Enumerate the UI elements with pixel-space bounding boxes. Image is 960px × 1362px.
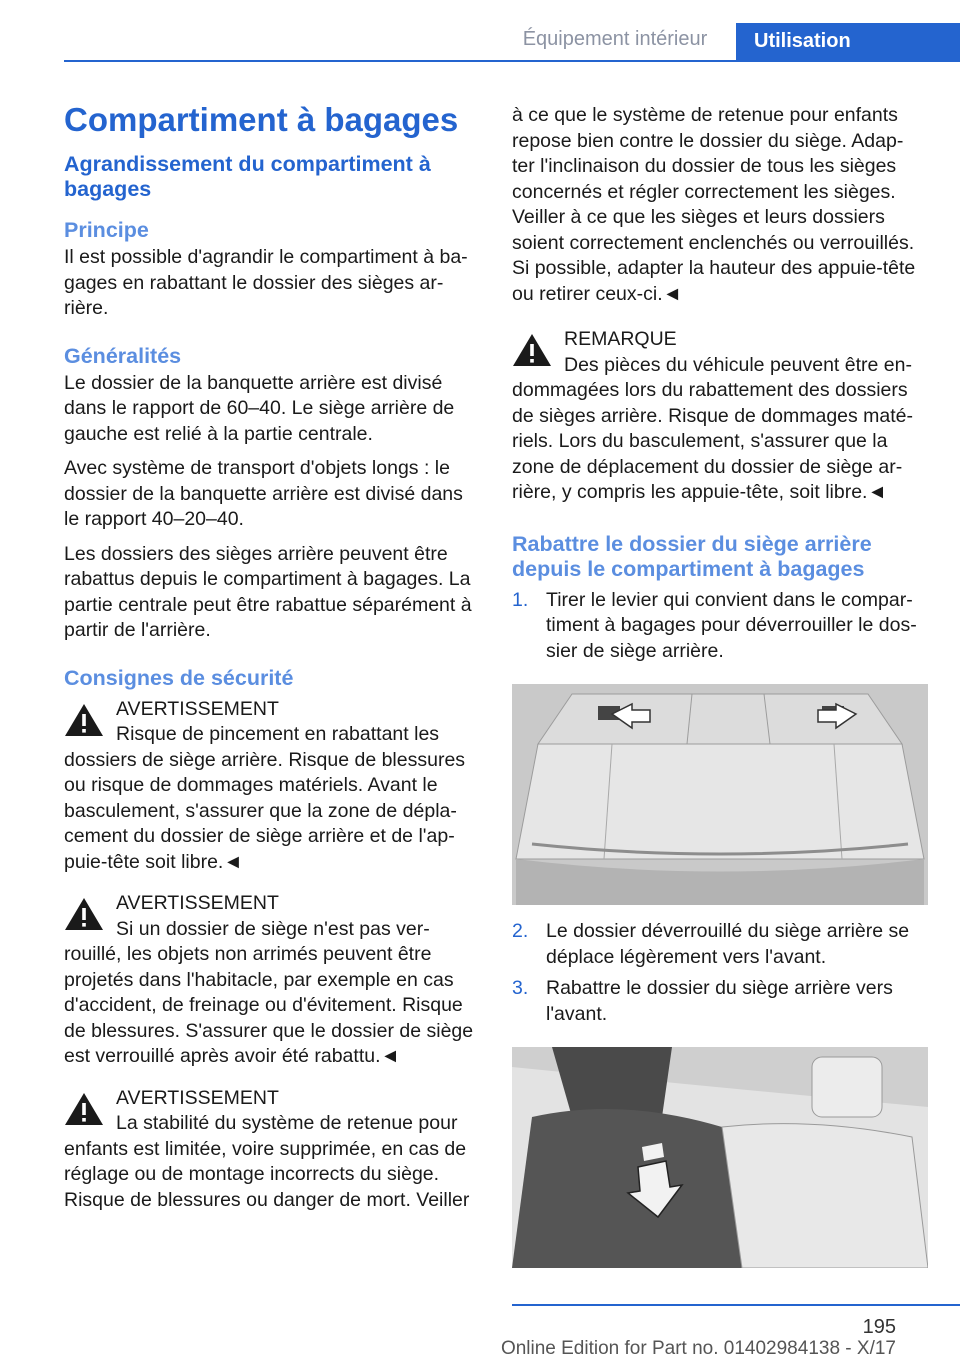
heading-principe: Principe [64, 218, 149, 242]
section-heading-agrandissement: Agrandissement du compartiment à bagages [64, 152, 431, 201]
steps-list-continued [512, 919, 928, 1027]
step-text: Rabattre le dossier du siège arrière vers l'avant. [546, 977, 893, 1025]
step-number: 3. [512, 977, 529, 999]
note-first-line: Des pièces du véhicule peuvent être en‐ [564, 353, 912, 376]
warning-title: AVERTISSEMENT [116, 892, 279, 914]
step-number: 1. [512, 588, 529, 611]
warning-block [64, 1086, 478, 1214]
note-title: REMARQUE [564, 328, 677, 350]
warning-triangle-icon [512, 333, 552, 367]
heading-rabattre-dossier: Rabattre le dossier du siège arrière depuis le compartiment à bagages [512, 531, 872, 581]
warning-first-line: Risque de pincement en rabattant les [116, 723, 440, 745]
steps-list [512, 588, 928, 665]
warning-title: AVERTISSEMENT [116, 697, 279, 720]
list-item [512, 919, 928, 970]
step-text: Tirer le levier qui convient dans le compar‐ timent à bagages pour déverrouiller le dos‐ sier de siège arrière. [546, 588, 917, 662]
header-chapter-tab [736, 23, 960, 62]
seat-photo [512, 1047, 928, 1268]
list-item [512, 976, 928, 1027]
right-column [512, 103, 928, 1268]
left-column [64, 96, 478, 1213]
note-text: dommagées lors du rabattement des dossiers de sièges arrière. Risque de dommages maté‐ riels. Lors du basculement, s'assurer que la zone de déplacement du dossier de siège ar‐ rière, y compris les appuie-tête, soit libre.◄ [512, 379, 914, 503]
warning-first-line: Si un dossier de siège n'est pas ver‐ [116, 917, 430, 940]
warning-first-line: La stabilité du système de retenue pour [116, 1112, 458, 1134]
heading-generalites: Généralités [64, 343, 182, 368]
warning-text: rouillé, les objets non arrimés peuvent être projetés dans l'habitacle, par exemple en cas d'accident, de freinage ou d'évitement. Risque de blessures. S'assurer que le dossier de siège est verrouillé après avoir été rabattu.◄ [64, 943, 474, 1067]
header-rule [64, 60, 736, 62]
header-chapter-label: Utilisation [754, 30, 851, 52]
paragraph-generalites-3: Les dossiers des sièges arrière peuvent être rabattus depuis le compartiment à bagages. La partie centrale peut être rabattue séparément à partir de l'arrière. [64, 542, 472, 641]
seat-illustration [512, 1047, 928, 1268]
warning-text: dossiers de siège arrière. Risque de blessures ou risque de dommages matériels. Avant le basculement, s'assurer que la zone de dépla‐ cement du dossier de siège arrière et de l'ap‐ puie-tête soit libre.◄ [64, 748, 466, 873]
paragraph-generalites-2: Avec système de transport d'objets longs : le dossier de la banquette arrière est divisé dans le rapport 40–20–40. [64, 457, 463, 530]
footer-rule [512, 1304, 960, 1306]
list-item [512, 588, 928, 665]
step-number: 2. [512, 920, 529, 942]
trunk-photo [512, 684, 928, 905]
warning-text: enfants est limitée, voire supprimée, en cas de réglage ou de montage incorrects du siège. Risque de blessures ou danger de mort. Veiller [64, 1137, 470, 1211]
warning-triangle-icon [64, 703, 104, 737]
page-title: Compartiment à bagages [64, 101, 459, 138]
paragraph-generalites-1: Le dossier de la banquette arrière est divisé dans le rapport de 60–40. Le siège arrière de gauche est relié à la partie centrale. [64, 371, 455, 445]
edition-note: Online Edition for Part no. 01402984138 - X/17 [500, 1338, 896, 1359]
trunk-illustration [512, 684, 928, 905]
warning-block [64, 697, 478, 876]
warning-block [64, 891, 478, 1070]
page-number: 195 [862, 1316, 896, 1338]
header-section-title: Équipement intérieur [522, 28, 708, 50]
warning-title: AVERTISSEMENT [116, 1086, 279, 1109]
page-header [0, 0, 960, 62]
paragraph-principe: Il est possible d'agrandir le compartiment à ba‐ gages en rabattant le dossier des sièges ar‐ rière. [64, 246, 468, 319]
step-text: Le dossier déverrouillé du siège arrière se déplace légèrement vers l'avant. [546, 920, 910, 968]
warning-triangle-icon [64, 897, 104, 931]
note-block [512, 327, 928, 506]
warning-triangle-icon [64, 1092, 104, 1126]
paragraph-continuation: à ce que le système de retenue pour enfants repose bien contre le dossier du siège. Adap‐ ter l'inclinaison du dossier de tous les sièges concernés et régler correctement les sièges. Veiller à ce que les sièges et leurs dossiers soient correctement enclenchés ou verrouillés. Si possible, adapter la hauteur des appuie-tête ou retirer ceux-ci.◄ [512, 104, 916, 305]
heading-consignes-securite: Consignes de sécurité [64, 665, 294, 690]
